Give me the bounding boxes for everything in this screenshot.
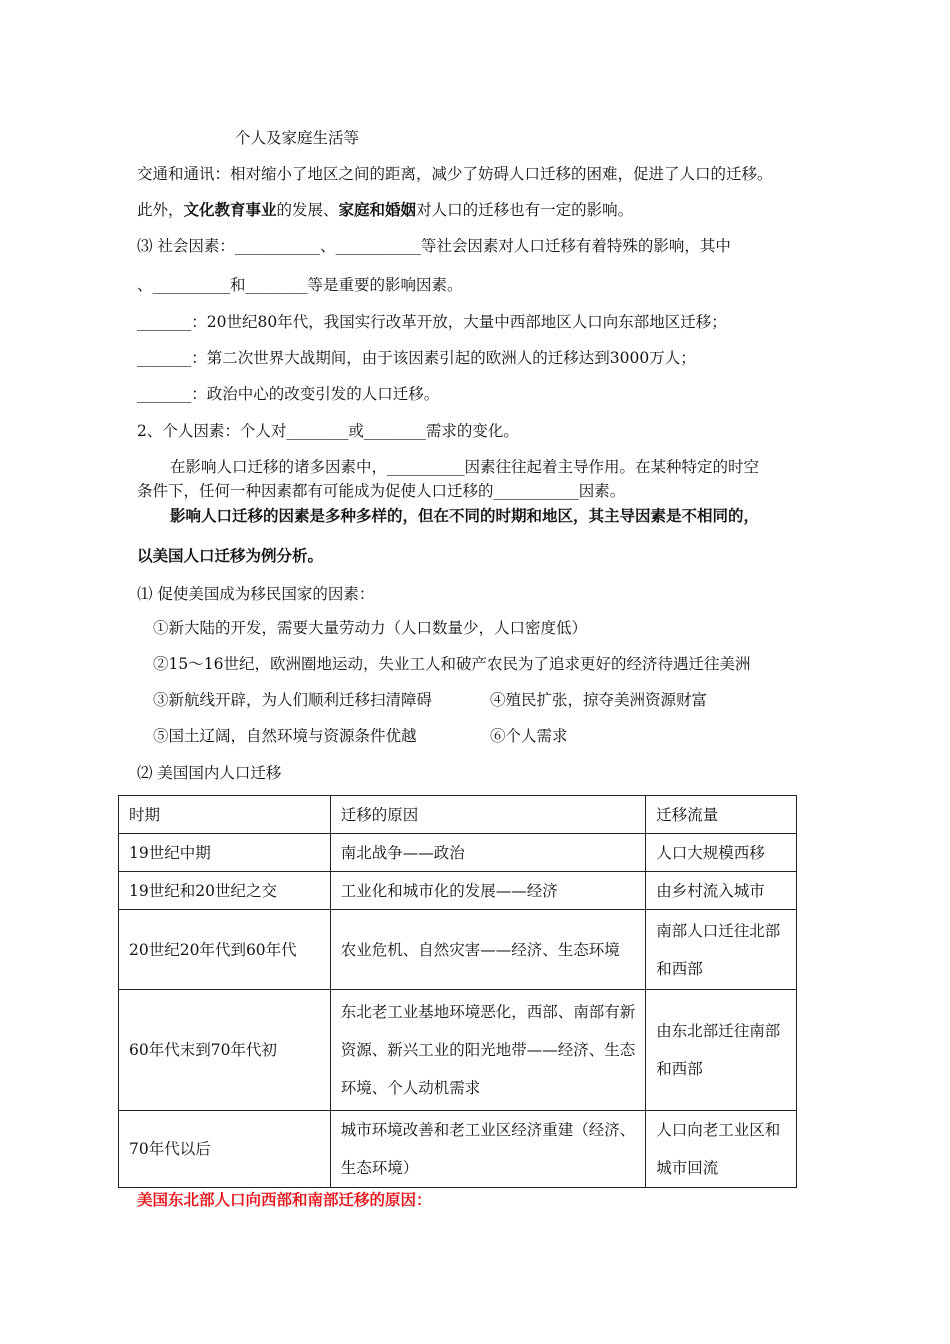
table-row xyxy=(119,990,797,1111)
migration-table xyxy=(118,795,797,1188)
text-line: 、__________和________等是重要的影响因素。 xyxy=(137,276,463,294)
text-line: 条件下，任何一种因素都有可能成为促使人口迁移的___________因素。 xyxy=(137,482,626,500)
table-cell: 19世纪和20世纪之交 xyxy=(119,872,331,910)
bold-term: 文化教育事业 xyxy=(183,201,277,219)
text-line: 影响人口迁移的因素是多种多样的，但在不同的时期和地区，其主导因素是不相同的， xyxy=(170,507,760,525)
text-line: 在影响人口迁移的诸多因素中，__________因素往往起着主导作用。在某种特定的时空 xyxy=(170,458,760,476)
text-line: ⑥个人需求 xyxy=(490,727,568,745)
table-row xyxy=(119,834,797,872)
table-header-cell: 迁移的原因 xyxy=(330,796,646,834)
text-line: ①新大陆的开发，需要大量劳动力（人口数量少，人口密度低） xyxy=(153,619,588,637)
text-line: ⑴ 促使美国成为移民国家的因素： xyxy=(137,585,375,603)
table-cell: 南北战争——政治 xyxy=(330,834,646,872)
bold-term: 家庭和婚姻 xyxy=(338,201,417,219)
table-header-cell: 时期 xyxy=(119,796,331,834)
text-line: 交通和通讯：相对缩小了地区之间的距离，减少了妨碍人口迁移的困难，促进了人口的迁移。 xyxy=(137,165,773,183)
table-header-cell: 迁移流量 xyxy=(646,796,797,834)
table-row xyxy=(119,872,797,910)
text-span: 对人口的迁移也有一定的影响。 xyxy=(416,201,634,219)
table-cell: 东北老工业基地环境恶化，西部、南部有新资源、新兴工业的阳光地带——经济、生态环境、个人动机需求 xyxy=(330,990,646,1111)
table-cell: 由乡村流入城市 xyxy=(646,872,797,910)
text-line: ⑤国土辽阔，自然环境与资源条件优越 xyxy=(153,727,417,745)
text-line: ③新航线开辟，为人们顺利迁移扫清障碍 xyxy=(153,691,433,709)
text-line: 以美国人口迁移为例分析。 xyxy=(137,547,324,565)
text-line: 2、个人因素：个人对________或________需求的变化。 xyxy=(137,422,519,440)
section-heading-red: 美国东北部人口向西部和南部迁移的原因： xyxy=(137,1191,432,1209)
table-cell: 人口向老工业区和城市回流 xyxy=(646,1111,797,1188)
text-line: ④殖民扩张，掠夺美洲资源财富 xyxy=(490,691,708,709)
text-line: 个人及家庭生活等 xyxy=(235,129,360,147)
table-cell: 人口大规模西移 xyxy=(646,834,797,872)
table-cell: 工业化和城市化的发展——经济 xyxy=(330,872,646,910)
table-cell: 南部人口迁往北部和西部 xyxy=(646,910,797,990)
table-cell: 城市环境改善和老工业区经济重建（经济、生态环境） xyxy=(330,1111,646,1188)
text-line xyxy=(137,200,633,220)
text-line: _______：第二次世界大战期间，由于该因素引起的欧洲人的迁移达到3000万人； xyxy=(137,349,696,367)
text-span: 的发展、 xyxy=(276,201,339,219)
table-cell: 20世纪20年代到60年代 xyxy=(119,910,331,990)
text-line: ⑵ 美国国内人口迁移 xyxy=(137,764,282,782)
table-cell: 由东北部迁往南部和西部 xyxy=(646,990,797,1111)
text-line: _______：20世纪80年代，我国实行改革开放，大量中西部地区人口向东部地区迁移； xyxy=(137,313,727,331)
text-line: _______：政治中心的改变引发的人口迁移。 xyxy=(137,385,440,403)
text-line: ⑶ 社会因素：___________、___________等社会因素对人口迁移有着特殊的影响，其中 xyxy=(137,237,731,255)
text-line: ②15～16世纪，欧洲圈地运动，失业工人和破产农民为了追求更好的经济待遇迁往美洲 xyxy=(153,655,751,673)
table-cell: 70年代以后 xyxy=(119,1111,331,1188)
table-cell: 19世纪中期 xyxy=(119,834,331,872)
text-span: 此外， xyxy=(137,201,184,219)
table-row xyxy=(119,1111,797,1188)
table-header-row xyxy=(119,796,797,834)
table-row xyxy=(119,910,797,990)
table-cell: 农业危机、自然灾害——经济、生态环境 xyxy=(330,910,646,990)
table-cell: 60年代末到70年代初 xyxy=(119,990,331,1111)
